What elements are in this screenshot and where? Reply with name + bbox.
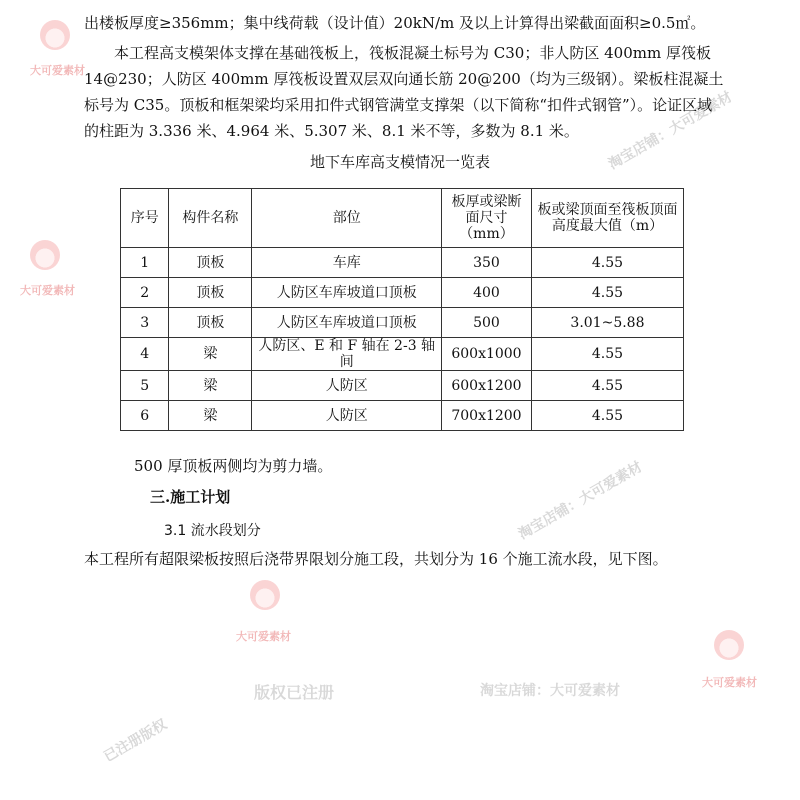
table-header-row xyxy=(121,189,684,248)
cell-size: 700x1200 xyxy=(442,401,532,431)
cell-index: 2 xyxy=(121,278,169,308)
cell-component: 顶板 xyxy=(169,248,252,278)
cell-height: 4.55 xyxy=(531,371,683,401)
header-height: 板或梁顶面至筏板顶面高度最大值（m） xyxy=(531,189,683,248)
watermark-registered: 已注册版权 xyxy=(101,716,170,766)
table-row xyxy=(121,308,684,338)
cell-index: 5 xyxy=(121,371,169,401)
cell-location: 人防区 xyxy=(252,401,442,431)
table-row xyxy=(121,248,684,278)
section-3-1-heading: 3.1 流水段划分 xyxy=(164,523,261,539)
watermark-logo-icon xyxy=(250,580,280,610)
header-index: 序号 xyxy=(121,189,169,248)
cell-index: 6 xyxy=(121,401,169,431)
cell-size: 600x1000 xyxy=(442,338,532,371)
cell-location: 车库 xyxy=(252,248,442,278)
cell-location: 人防区 xyxy=(252,371,442,401)
table-note: 500 厚顶板两侧均为剪力墙。 xyxy=(134,457,333,475)
cell-component: 顶板 xyxy=(169,308,252,338)
cell-index: 1 xyxy=(121,248,169,278)
cell-height: 4.55 xyxy=(531,401,683,431)
cell-component: 梁 xyxy=(169,401,252,431)
paragraph-construction-segments: 本工程所有超限梁板按照后浇带界限划分施工段，共划分为 16 个施工流水段，见下图。 xyxy=(84,550,668,568)
high-formwork-table xyxy=(120,188,684,431)
table-caption: 地下车库高支模情况一览表 xyxy=(309,153,490,171)
watermark-brand: 大可爱素材 xyxy=(236,630,291,643)
table-row xyxy=(121,371,684,401)
cell-height: 4.55 xyxy=(531,278,683,308)
cell-height: 3.01~5.88 xyxy=(531,308,683,338)
cell-size: 400 xyxy=(442,278,532,308)
header-component: 构件名称 xyxy=(169,189,252,248)
cell-location: 人防区车库坡道口顶板 xyxy=(252,278,442,308)
paragraph-top: 出楼板厚度≥356mm；集中线荷载（设计值）20kN/m 及以上计算得出梁截面面积≥0.5㎡。 xyxy=(84,14,706,32)
section-3-heading: 三.施工计划 xyxy=(150,488,231,506)
cell-index: 3 xyxy=(121,308,169,338)
watermark-logo-icon xyxy=(30,240,60,270)
cell-size: 600x1200 xyxy=(442,371,532,401)
cell-height: 4.55 xyxy=(531,338,683,371)
header-location: 部位 xyxy=(252,189,442,248)
cell-location: 人防区车库坡道口顶板 xyxy=(252,308,442,338)
cell-location: 人防区、E 和 F 轴在 2-3 轴间 xyxy=(252,338,442,371)
cell-index: 4 xyxy=(121,338,169,371)
cell-component: 梁 xyxy=(169,338,252,371)
cell-height: 4.55 xyxy=(531,248,683,278)
watermark-shop: 淘宝店铺：大可爱素材 xyxy=(605,88,736,173)
header-size: 板厚或梁断面尺寸（mm） xyxy=(442,189,532,248)
cell-size: 350 xyxy=(442,248,532,278)
paragraph-project-info: 本工程高支模架体支撑在基础筏板上，筏板混凝土标号为 C30；非人防区 400mm 厚筏板 14@230；人防区 400mm 厚筏板设置双层双向通长筋 20@200（均为三级钢）。梁板柱混凝土标号为 C35。顶板和框架梁均采用扣件式钢管满堂支撑架（以下简称“扣件式钢管”）。论证区域的柱距为 3.336 米、4.964 米、5.307 米、8.1 米不等，多数为 8.1 米。 xyxy=(84,44,724,140)
watermark-brand: 大可爱素材 xyxy=(30,64,85,77)
watermark-copyright: 版权已注册 xyxy=(254,683,335,702)
cell-component: 梁 xyxy=(169,371,252,401)
table-row xyxy=(121,401,684,431)
watermark-logo-icon xyxy=(714,630,744,660)
table-row xyxy=(121,278,684,308)
cell-component: 顶板 xyxy=(169,278,252,308)
table-row xyxy=(121,338,684,371)
cell-size: 500 xyxy=(442,308,532,338)
watermark-logo-icon xyxy=(40,20,70,50)
watermark-brand: 大可爱素材 xyxy=(702,676,757,689)
watermark-shop: 淘宝店铺：大可爱素材 xyxy=(480,683,620,699)
watermark-brand: 大可爱素材 xyxy=(20,284,75,297)
watermark-shop: 淘宝店铺：大可爱素材 xyxy=(515,458,646,543)
